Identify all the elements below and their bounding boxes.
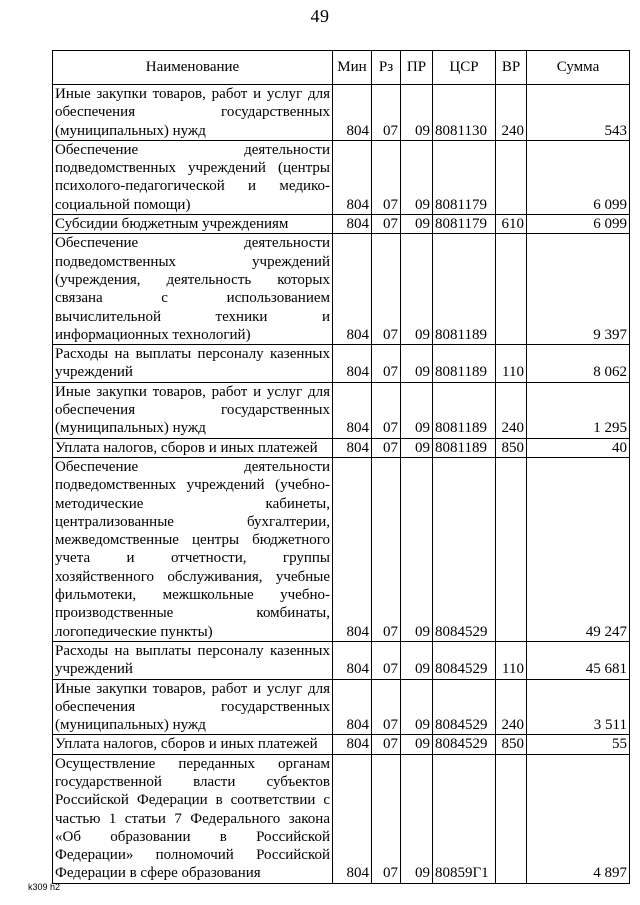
table-row	[53, 457, 630, 641]
cell-pr: 09	[401, 140, 433, 214]
cell-sum: 55	[527, 735, 630, 754]
cell-min: 804	[333, 735, 372, 754]
cell-csr: 8081130	[433, 85, 496, 141]
header-name: Наименование	[53, 51, 333, 85]
cell-name: Осуществление переданных органам государственной власти субъектов Российской Федерации в соответствии с частью 1 статьи 7 Федерального закона «Об образовании в Российской Федерации» полномочий Российской Федерации в сфере образования	[53, 754, 333, 883]
cell-rz: 07	[372, 679, 401, 735]
cell-rz: 07	[372, 345, 401, 383]
cell-min: 804	[333, 754, 372, 883]
cell-csr: 8084529	[433, 457, 496, 641]
cell-pr: 09	[401, 215, 433, 234]
header-csr: ЦСР	[433, 51, 496, 85]
cell-pr: 09	[401, 85, 433, 141]
cell-vr	[496, 234, 527, 345]
cell-rz: 07	[372, 215, 401, 234]
header-vr: ВР	[496, 51, 527, 85]
header-sum: Сумма	[527, 51, 630, 85]
cell-pr: 09	[401, 679, 433, 735]
cell-rz: 07	[372, 735, 401, 754]
cell-min: 804	[333, 382, 372, 438]
cell-rz: 07	[372, 641, 401, 679]
cell-name: Уплата налогов, сборов и иных платежей	[53, 438, 333, 457]
cell-pr: 09	[401, 234, 433, 345]
cell-rz: 07	[372, 382, 401, 438]
cell-min: 804	[333, 679, 372, 735]
table-row	[53, 438, 630, 457]
cell-min: 804	[333, 641, 372, 679]
cell-vr: 850	[496, 735, 527, 754]
cell-csr: 8081189	[433, 438, 496, 457]
cell-name: Уплата налогов, сборов и иных платежей	[53, 735, 333, 754]
cell-name: Иные закупки товаров, работ и услуг для обеспечения государственных (муниципальных) нужд	[53, 85, 333, 141]
cell-rz: 07	[372, 457, 401, 641]
cell-vr	[496, 457, 527, 641]
cell-vr: 240	[496, 382, 527, 438]
cell-pr: 09	[401, 641, 433, 679]
cell-min: 804	[333, 457, 372, 641]
cell-min: 804	[333, 215, 372, 234]
footer-code: k309 h2	[28, 882, 61, 892]
cell-vr: 240	[496, 679, 527, 735]
cell-sum: 6 099	[527, 215, 630, 234]
table-row	[53, 140, 630, 214]
cell-name: Иные закупки товаров, работ и услуг для обеспечения государственных (муниципальных) нужд	[53, 382, 333, 438]
header-rz: Рз	[372, 51, 401, 85]
cell-name: Субсидии бюджетным учреждениям	[53, 215, 333, 234]
cell-sum: 3 511	[527, 679, 630, 735]
cell-vr	[496, 140, 527, 214]
table-row	[53, 234, 630, 345]
cell-rz: 07	[372, 140, 401, 214]
cell-sum: 1 295	[527, 382, 630, 438]
cell-name: Иные закупки товаров, работ и услуг для обеспечения государственных (муниципальных) нужд	[53, 679, 333, 735]
table-header-row	[53, 51, 630, 85]
cell-sum: 9 397	[527, 234, 630, 345]
cell-name: Расходы на выплаты персоналу казенных учреждений	[53, 641, 333, 679]
cell-pr: 09	[401, 735, 433, 754]
cell-csr: 8081189	[433, 234, 496, 345]
cell-sum: 49 247	[527, 457, 630, 641]
table-body	[53, 85, 630, 884]
cell-sum: 6 099	[527, 140, 630, 214]
table-row	[53, 735, 630, 754]
table-row	[53, 754, 630, 883]
cell-csr: 8081189	[433, 345, 496, 383]
cell-sum: 4 897	[527, 754, 630, 883]
cell-vr: 110	[496, 641, 527, 679]
cell-vr	[496, 754, 527, 883]
table-row	[53, 679, 630, 735]
table-row	[53, 641, 630, 679]
cell-min: 804	[333, 345, 372, 383]
cell-name: Расходы на выплаты персоналу казенных учреждений	[53, 345, 333, 383]
cell-pr: 09	[401, 438, 433, 457]
cell-rz: 07	[372, 85, 401, 141]
cell-sum: 40	[527, 438, 630, 457]
cell-csr: 8084529	[433, 641, 496, 679]
table-row	[53, 345, 630, 383]
cell-rz: 07	[372, 754, 401, 883]
header-pr: ПР	[401, 51, 433, 85]
header-min: Мин	[333, 51, 372, 85]
cell-csr: 8081179	[433, 140, 496, 214]
cell-name: Обеспечение деятельности подведомственных учреждений (центры психолого-педагогической и медико-социальной помощи)	[53, 140, 333, 214]
cell-min: 804	[333, 234, 372, 345]
cell-sum: 8 062	[527, 345, 630, 383]
cell-vr: 110	[496, 345, 527, 383]
cell-pr: 09	[401, 754, 433, 883]
cell-pr: 09	[401, 382, 433, 438]
cell-csr: 8081189	[433, 382, 496, 438]
table-row	[53, 85, 630, 141]
cell-rz: 07	[372, 234, 401, 345]
cell-rz: 07	[372, 438, 401, 457]
page-number: 49	[310, 6, 330, 26]
cell-vr: 610	[496, 215, 527, 234]
cell-csr: 8081179	[433, 215, 496, 234]
cell-vr: 850	[496, 438, 527, 457]
cell-min: 804	[333, 140, 372, 214]
cell-sum: 543	[527, 85, 630, 141]
cell-csr: 80859Г1	[433, 754, 496, 883]
cell-sum: 45 681	[527, 641, 630, 679]
cell-name: Обеспечение деятельности подведомственных учреждений (учебно-методические кабинеты, централизованные бухгалтерии, межведомственные центры бюджетного учета и отчетности, группы хозяйственного обслуживания, учебные фильмотеки, межшкольные учебно-производственные комбинаты, логопедические пункты)	[53, 457, 333, 641]
cell-csr: 8084529	[433, 679, 496, 735]
cell-name: Обеспечение деятельности подведомственных учреждений (учреждения, деятельность которых связана с использованием вычислительной техники и информационных технологий)	[53, 234, 333, 345]
cell-pr: 09	[401, 345, 433, 383]
budget-table	[52, 50, 630, 884]
cell-min: 804	[333, 438, 372, 457]
cell-vr: 240	[496, 85, 527, 141]
cell-min: 804	[333, 85, 372, 141]
table-row	[53, 215, 630, 234]
cell-csr: 8084529	[433, 735, 496, 754]
cell-pr: 09	[401, 457, 433, 641]
table-row	[53, 382, 630, 438]
